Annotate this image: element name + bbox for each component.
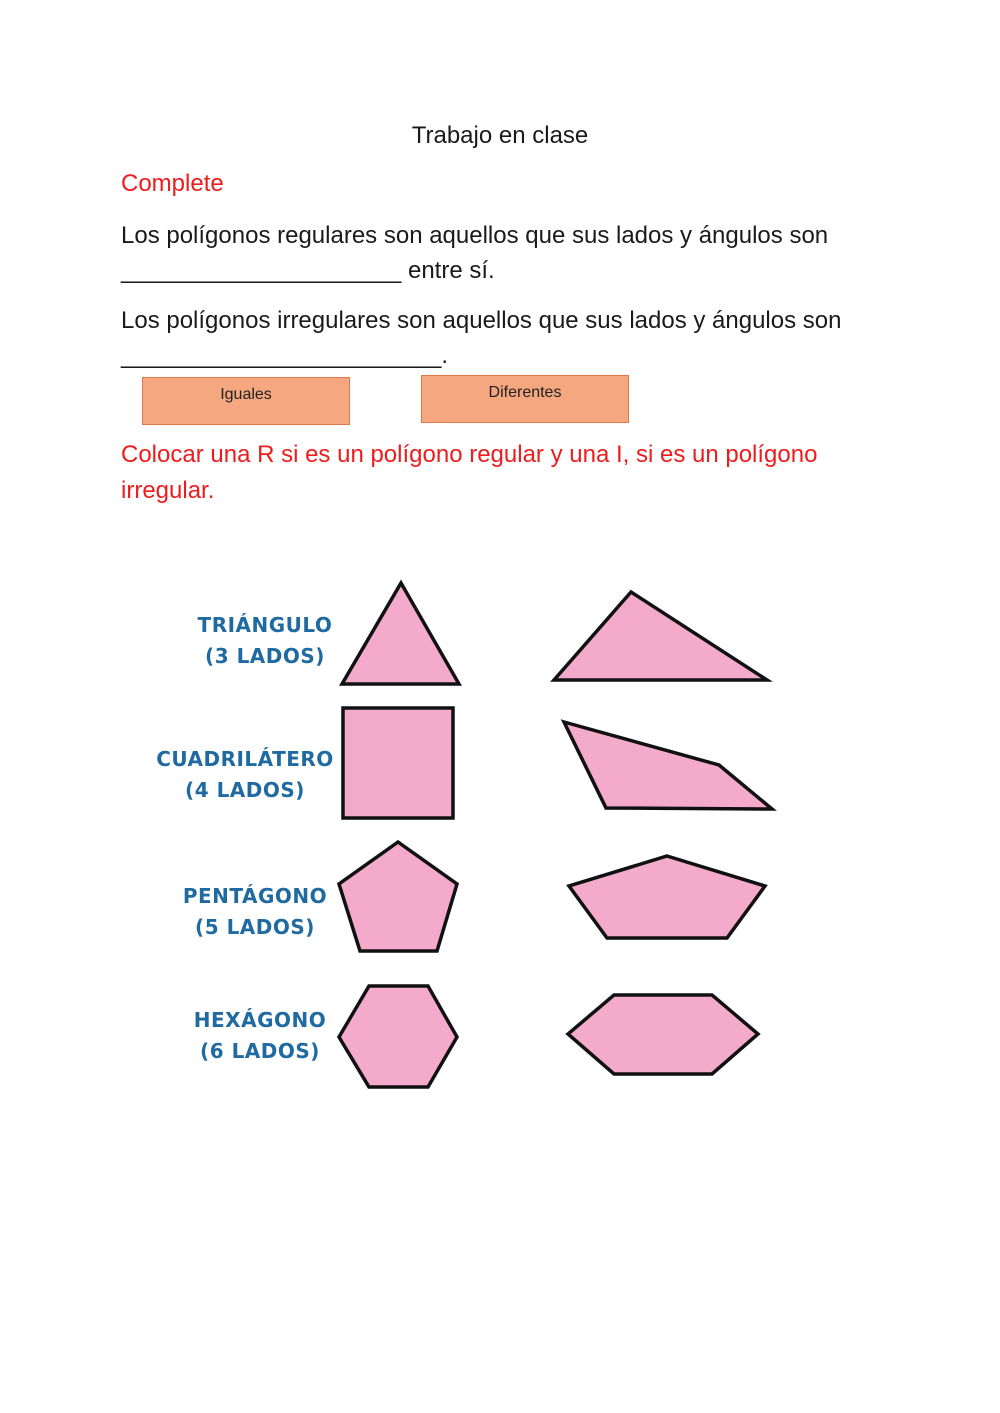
irregular-quadrilateral[interactable] (564, 722, 772, 809)
label-pentagono-sides: (5 LADOS) (195, 915, 315, 939)
complete-heading: Complete (121, 170, 224, 197)
label-pentagono-name: PENTÁGONO (182, 884, 328, 908)
instruction-text: Colocar una R si es un polígono regular y una I, si es un polígono irregular. (121, 441, 818, 504)
label-triangulo-sides: (3 LADOS) (205, 644, 325, 668)
sentence-irregular-blank[interactable]: ________________________. (121, 342, 449, 369)
label-cuadrilatero-sides: (4 LADOS) (185, 778, 305, 802)
label-triangulo-name: TRIÁNGULO (197, 613, 333, 637)
regular-hexagon[interactable] (339, 986, 457, 1087)
label-cuadrilatero-name: CUADRILÁTERO (156, 747, 334, 771)
regular-triangle[interactable] (342, 583, 459, 684)
page-title: Trabajo en clase (411, 122, 589, 149)
sentence-irregular-line1: Los polígonos irregulares son aquellos que sus lados y ángulos son (121, 307, 842, 334)
regular-square[interactable] (343, 708, 453, 818)
irregular-pentagon[interactable] (569, 856, 765, 938)
sentence-regular-blank[interactable]: _____________________ entre sí. (121, 257, 495, 284)
label-hexagono-name: HEXÁGONO (193, 1008, 327, 1032)
option-iguales-label: Iguales (220, 386, 272, 403)
regular-pentagon[interactable] (339, 842, 457, 951)
label-hexagono-sides: (6 LADOS) (200, 1039, 320, 1063)
sentence-regular-line1: Los polígonos regulares son aquellos que sus lados y ángulos son (121, 222, 829, 249)
option-diferentes-label: Diferentes (488, 384, 562, 401)
irregular-hexagon[interactable] (568, 995, 758, 1074)
irregular-triangle[interactable] (554, 592, 767, 680)
